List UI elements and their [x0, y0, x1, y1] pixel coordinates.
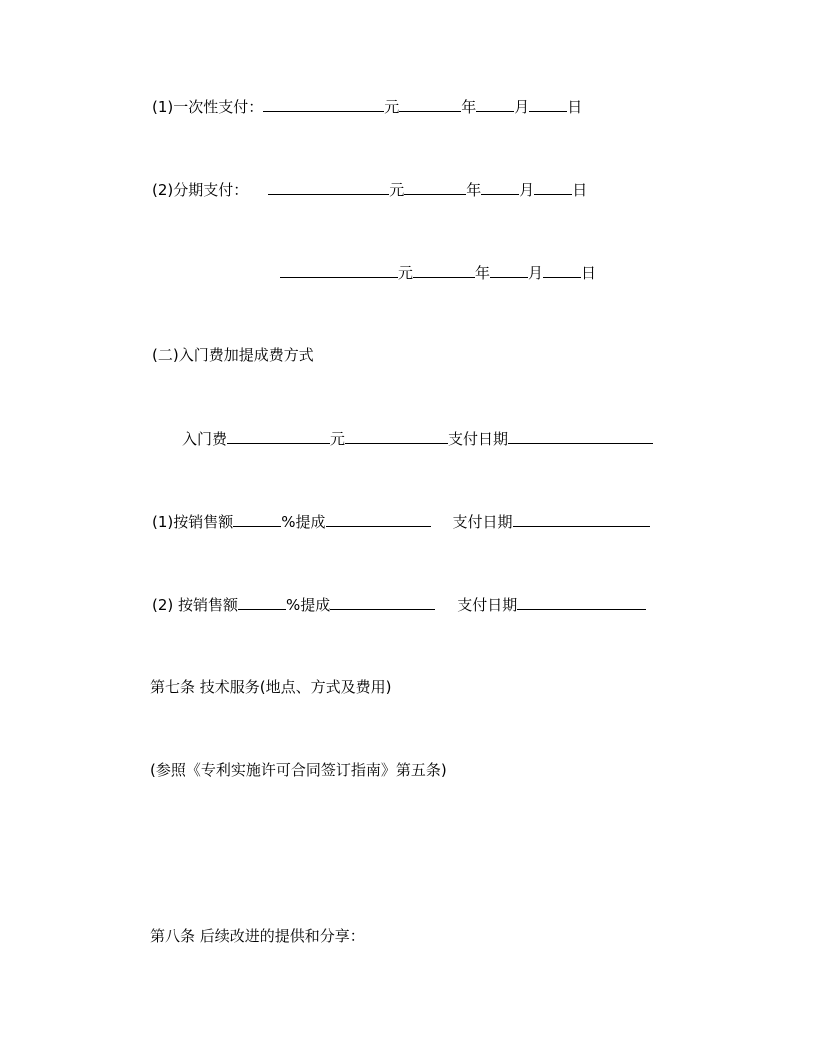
month-blank[interactable]	[476, 96, 514, 112]
day-unit: 日	[572, 181, 588, 199]
article-7-heading: 第七条 技术服务(地点、方式及费用)	[150, 678, 392, 696]
day-blank[interactable]	[529, 96, 567, 112]
entry-fee-label: 入门费	[182, 430, 228, 448]
article-8-heading: 第八条 后续改进的提供和分享：	[150, 927, 365, 945]
commission-line-1	[152, 511, 650, 531]
lump-sum-label: (1)一次性支付：	[152, 98, 264, 116]
year-unit: 年	[466, 181, 482, 199]
percent-label: %提成	[286, 596, 331, 614]
entry-fee-method-heading: (二)入门费加提成费方式	[152, 346, 314, 364]
month-unit: 月	[514, 98, 530, 116]
percent-blank[interactable]	[238, 594, 286, 610]
month-unit: 月	[519, 181, 535, 199]
pay-date-blank[interactable]	[508, 428, 653, 444]
commission-label: (1)按销售额	[152, 513, 234, 531]
entry-fee-line	[182, 428, 653, 448]
yuan-unit: 元	[389, 181, 405, 199]
yuan-unit: 元	[384, 98, 400, 116]
month-unit: 月	[528, 264, 544, 282]
year-blank[interactable]	[404, 179, 466, 195]
commission-amount-blank[interactable]	[326, 511, 431, 527]
yuan-unit: 元	[330, 430, 346, 448]
commission-amount-blank[interactable]	[330, 594, 435, 610]
amount-blank[interactable]	[280, 262, 398, 278]
day-unit: 日	[567, 98, 583, 116]
month-blank[interactable]	[490, 262, 528, 278]
year-unit: 年	[461, 98, 477, 116]
lump-sum-payment-line	[152, 96, 582, 116]
yuan-unit: 元	[398, 264, 414, 282]
installment-payment-line-2	[280, 262, 596, 282]
percent-blank[interactable]	[233, 511, 281, 527]
entry-fee-extra-blank[interactable]	[345, 428, 448, 444]
amount-blank[interactable]	[268, 179, 389, 195]
percent-label: %提成	[281, 513, 326, 531]
day-blank[interactable]	[534, 179, 572, 195]
pay-date-label: 支付日期	[452, 513, 513, 531]
pay-date-blank[interactable]	[513, 511, 650, 527]
day-unit: 日	[581, 264, 597, 282]
day-blank[interactable]	[543, 262, 581, 278]
pay-date-label: 支付日期	[448, 430, 509, 448]
pay-date-label: 支付日期	[457, 596, 518, 614]
commission-line-2	[152, 594, 646, 614]
year-unit: 年	[475, 264, 491, 282]
installment-payment-line	[152, 179, 587, 199]
entry-fee-amount-blank[interactable]	[227, 428, 330, 444]
amount-blank[interactable]	[263, 96, 384, 112]
month-blank[interactable]	[481, 179, 519, 195]
pay-date-blank[interactable]	[517, 594, 646, 610]
installment-label: (2)分期支付：	[152, 181, 249, 199]
commission-label: (2) 按销售额	[152, 596, 239, 614]
reference-note: (参照《专利实施许可合同签订指南》第五条)	[150, 761, 447, 779]
year-blank[interactable]	[399, 96, 461, 112]
year-blank[interactable]	[413, 262, 475, 278]
